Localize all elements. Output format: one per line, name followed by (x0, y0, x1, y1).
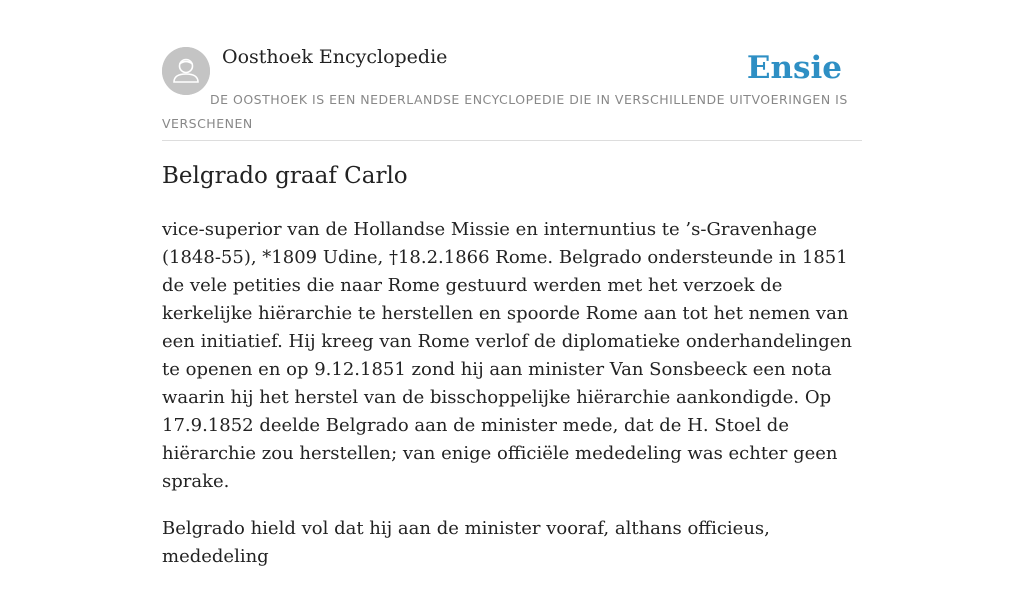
page-container (162, 0, 862, 567)
article-body (162, 216, 867, 590)
site-header (162, 0, 862, 141)
brand-logo[interactable]: Ensie (746, 50, 842, 86)
article-title: Belgrado graaf Carlo (162, 163, 408, 189)
site-name[interactable]: Oosthoek Encyclopedie (222, 46, 448, 68)
article-paragraph: vice-superior van de Hollandse Missie en internuntius te ’s-Gravenhage (1848-55), *1809 Udine, †18.2.1866 Rome. Belgrado ondersteunde in 1851 de vele petities die naar Rome gestuurd werden met het verzoek de kerkelijke hiërarchie te herstellen en spoorde Rome aan tot het nemen van een initiatief. Hij kreeg van Rome verlof de diplomatieke onderhandelingen te openen en op 9.12.1851 zond hij aan minister Van Sonsbeeck een nota waarin hij het herstel van de bisschoppelijke hiërarchie aankondigde. Op 17.9.1852 deelde Belgrado aan de minister mede, dat de H. Stoel de hiërarchie zou herstellen; van enige officiële mededeling was echter geen sprake. (162, 219, 853, 492)
site-tagline: DE OOSTHOEK IS EEN NEDERLANDSE ENCYCLOPEDIE DIE IN VERSCHILLENDE UITVOERINGEN IS VERSCHENEN (162, 92, 848, 131)
article-paragraph: Belgrado hield vol dat hij aan de minister vooraf, althans officieus, mededeling (162, 518, 770, 567)
